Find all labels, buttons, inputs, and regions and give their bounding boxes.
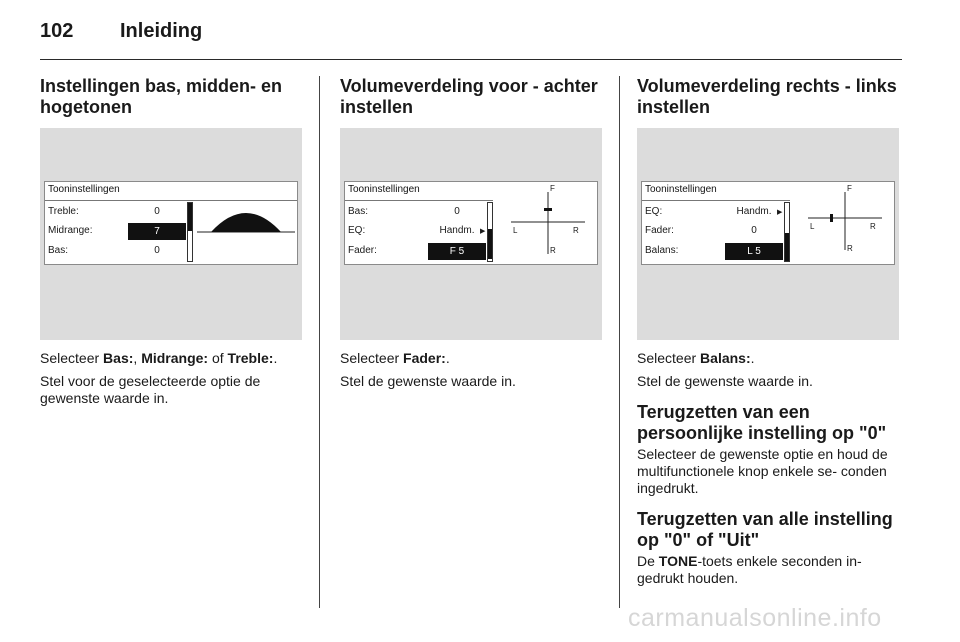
reset-all-text: De TONE-toets enkele seconden in- gedrukt houden.	[637, 553, 862, 586]
page-number: 102	[40, 20, 74, 42]
screen-divider	[345, 200, 493, 201]
tone-settings-screen	[44, 181, 298, 265]
option-label: Fader:	[348, 245, 377, 256]
option-label: Balans:	[645, 245, 679, 256]
option-row-bass	[48, 243, 186, 260]
watermark: carmanualsonline.info	[628, 604, 882, 632]
scroll-thumb	[785, 233, 789, 261]
cross-label-rear: R	[550, 246, 556, 255]
option-label: EQ:	[645, 206, 663, 217]
subsection-heading-reset-all: Terugzetten van alle instelling op "0" of "Uit"	[637, 509, 893, 550]
section-heading: Instellingen bas, midden- en hogetonen	[40, 76, 283, 117]
instruction-set-value: Stel voor de geselecteerde optie de gewenste waarde in.	[40, 373, 261, 406]
option-label: Fader:	[645, 225, 674, 236]
column-divider	[319, 76, 320, 608]
option-label: Bas:	[348, 206, 369, 217]
page-section-title: Inleiding	[120, 20, 203, 42]
option-label: Treble:	[48, 206, 79, 217]
scrollbar	[487, 202, 493, 262]
option-value-selected: F 5	[428, 243, 486, 260]
cross-label-rear: R	[847, 244, 853, 253]
tone-settings-screen	[641, 181, 895, 265]
arrow-right-icon: ▶	[777, 209, 783, 216]
option-label: Bas:	[48, 245, 69, 256]
cross-label-right: R	[870, 222, 876, 231]
option-row-midrange	[48, 223, 186, 240]
column-fader	[340, 76, 606, 390]
option-row-fader	[348, 243, 486, 260]
option-label: EQ:	[348, 225, 366, 236]
instruction-select: Selecteer Fader:.	[340, 350, 450, 366]
cross-label-left: L	[513, 226, 518, 235]
option-value: 0	[454, 206, 460, 217]
option-value-selected: L 5	[725, 243, 783, 260]
column-divider	[619, 76, 620, 608]
option-label: Midrange:	[48, 225, 93, 236]
display-photo	[637, 128, 899, 340]
scroll-thumb	[188, 203, 192, 231]
option-row-fader	[645, 223, 783, 240]
option-row-eq	[348, 223, 486, 240]
column-bass-mid-treble	[40, 76, 306, 407]
option-value: 0	[154, 206, 160, 217]
equalizer-curve-graphic	[197, 202, 295, 262]
option-row-treble	[48, 204, 186, 221]
option-row-balance	[645, 243, 783, 260]
screen-divider	[45, 200, 297, 201]
reset-personal-text: Selecteer de gewenste optie en houd de multifunctionele knop enkele se- conden ingedrukt.	[637, 446, 888, 496]
cross-label-front: F	[550, 184, 555, 193]
page-header	[40, 20, 902, 60]
option-value: Handm.	[736, 206, 772, 217]
cross-label-right: R	[573, 226, 579, 235]
section-heading: Volumeverdeling voor - achter instellen	[340, 76, 598, 117]
scrollbar	[784, 202, 790, 262]
instruction-set-value: Stel de gewenste waarde in.	[637, 373, 813, 389]
scrollbar	[187, 202, 193, 262]
cross-label-left: L	[810, 222, 815, 231]
display-photo	[40, 128, 302, 340]
option-row-bass	[348, 204, 486, 221]
cross-label-front: F	[847, 184, 852, 193]
scroll-thumb	[488, 229, 492, 259]
section-heading: Volumeverdeling rechts - links instellen	[637, 76, 897, 117]
screen-title: Tooninstellingen	[645, 184, 717, 195]
option-row-eq	[645, 204, 783, 221]
option-value-selected: 7	[128, 223, 186, 240]
screen-divider	[642, 200, 790, 201]
option-value: Handm.	[439, 225, 475, 236]
column-balance	[637, 76, 903, 587]
instruction-select: Selecteer Bas:, Midrange: of Treble:.	[40, 350, 278, 366]
option-value: 0	[751, 225, 757, 236]
subsection-heading-reset-personal: Terugzetten van een persoonlijke instelling op "0"	[637, 402, 887, 443]
balance-fader-cross-graphic	[503, 182, 593, 264]
arrow-right-icon: ▶	[480, 228, 486, 235]
option-value: 0	[154, 245, 160, 256]
display-photo	[340, 128, 602, 340]
tone-settings-screen	[344, 181, 598, 265]
instruction-set-value: Stel de gewenste waarde in.	[340, 373, 516, 389]
screen-title: Tooninstellingen	[48, 184, 120, 195]
instruction-select: Selecteer Balans:.	[637, 350, 755, 366]
screen-title: Tooninstellingen	[348, 184, 420, 195]
